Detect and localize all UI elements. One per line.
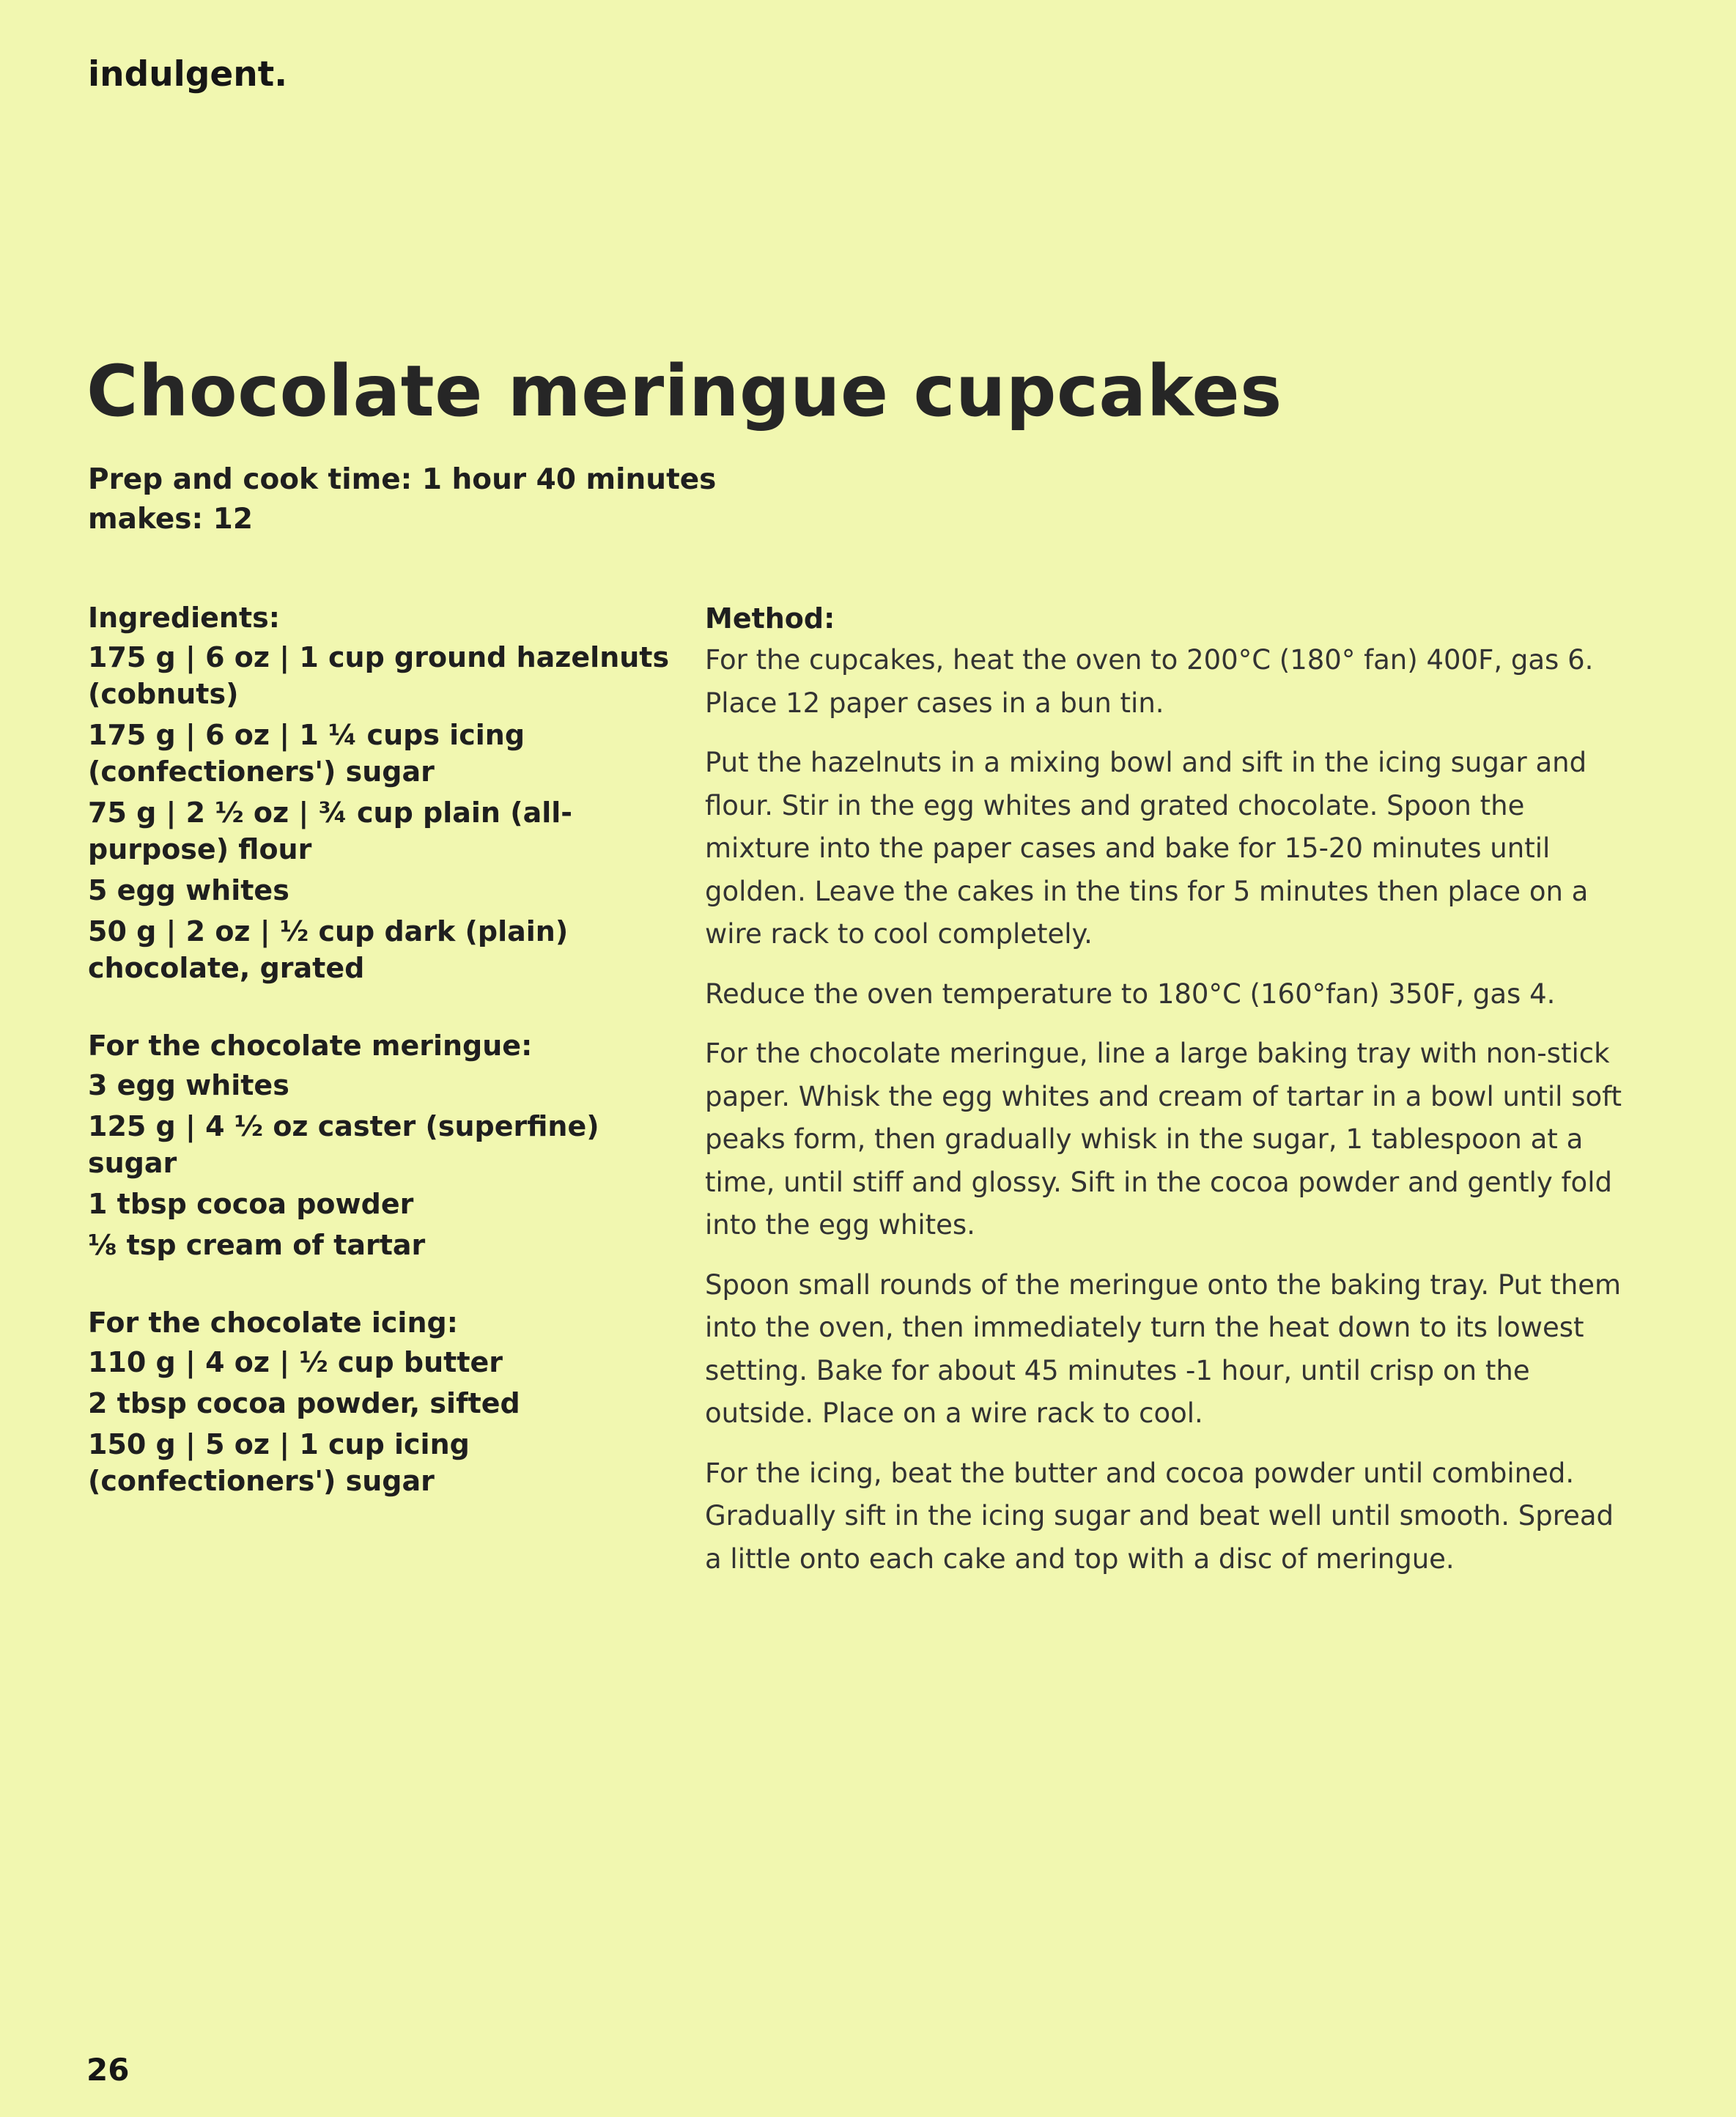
page-number: 26 bbox=[86, 2052, 130, 2088]
ingredient-item: 125 g | 4 ½ oz caster (superfine) sugar bbox=[88, 1110, 599, 1179]
method-step: For the cupcakes, heat the oven to 200°C (180° fan) 400F, gas 6. Place 12 paper cases in a bun tin. bbox=[705, 644, 1594, 719]
ingredient-group-heading: Ingredients: bbox=[88, 602, 280, 634]
servings: makes: 12 bbox=[88, 503, 253, 536]
method-column bbox=[705, 599, 1636, 1597]
ingredient-item: 75 g | 2 ½ oz | ¾ cup plain (all-purpose) flour bbox=[88, 797, 573, 865]
ingredient-item: 2 tbsp cocoa powder, sifted bbox=[88, 1387, 520, 1419]
ingredient-item: 1 tbsp cocoa powder bbox=[88, 1188, 414, 1220]
ingredient-group-main bbox=[88, 599, 689, 986]
ingredients-column bbox=[88, 599, 689, 1540]
ingredient-item: 5 egg whites bbox=[88, 874, 289, 906]
ingredient-item: 3 egg whites bbox=[88, 1069, 289, 1101]
recipe-title: Chocolate meringue cupcakes bbox=[86, 350, 1282, 432]
ingredient-item: 150 g | 5 oz | 1 cup icing (confectioners') sugar bbox=[88, 1428, 470, 1497]
ingredient-group-icing bbox=[88, 1304, 689, 1499]
method-step: Spoon small rounds of the meringue onto the baking tray. Put them into the oven, then immediately turn the heat down to its lowest setting. Bake for about 45 minutes -1 hour, until crisp on the outside. Place on a wire rack to cool. bbox=[705, 1268, 1622, 1429]
method-step: For the chocolate meringue, line a large baking tray with non-stick paper. Whisk the egg whites and cream of tartar in a bowl until soft peaks form, then gradually whisk in the sugar, 1 tablespoon at a time, until stiff and glossy. Sift in the cocoa powder and gently fold into the egg whites. bbox=[705, 1038, 1622, 1241]
ingredient-group-heading: For the chocolate icing: bbox=[88, 1307, 458, 1339]
ingredient-item: 175 g | 6 oz | 1 cup ground hazelnuts (cobnuts) bbox=[88, 641, 670, 710]
method-step: Reduce the oven temperature to 180°C (160°fan) 350F, gas 4. bbox=[705, 978, 1556, 1010]
method-step: Put the hazelnuts in a mixing bowl and sift in the icing sugar and flour. Stir in the egg whites and grated chocolate. Spoon the mixture into the paper cases and bake for 15-20 minutes until golden. Leave the cakes in the tins for 5 minutes then place on a wire rack to cool completely. bbox=[705, 747, 1589, 950]
section-label: indulgent. bbox=[88, 54, 288, 95]
method-heading: Method: bbox=[705, 602, 835, 635]
prep-time: Prep and cook time: 1 hour 40 minutes bbox=[88, 463, 717, 496]
method-step: For the icing, beat the butter and cocoa powder until combined. Gradually sift in the icing sugar and beat well until smooth. Spread a little onto each cake and top with a disc of meringue. bbox=[705, 1457, 1614, 1575]
ingredient-item: 110 g | 4 oz | ½ cup butter bbox=[88, 1346, 503, 1378]
ingredient-item: ⅛ tsp cream of tartar bbox=[88, 1229, 426, 1261]
ingredient-item: 175 g | 6 oz | 1 ¼ cups icing (confectioners') sugar bbox=[88, 719, 525, 788]
ingredient-group-heading: For the chocolate meringue: bbox=[88, 1030, 533, 1062]
ingredient-group-meringue bbox=[88, 1027, 689, 1263]
ingredient-item: 50 g | 2 oz | ½ cup dark (plain) chocolate, grated bbox=[88, 915, 569, 984]
recipe-meta bbox=[88, 460, 716, 539]
